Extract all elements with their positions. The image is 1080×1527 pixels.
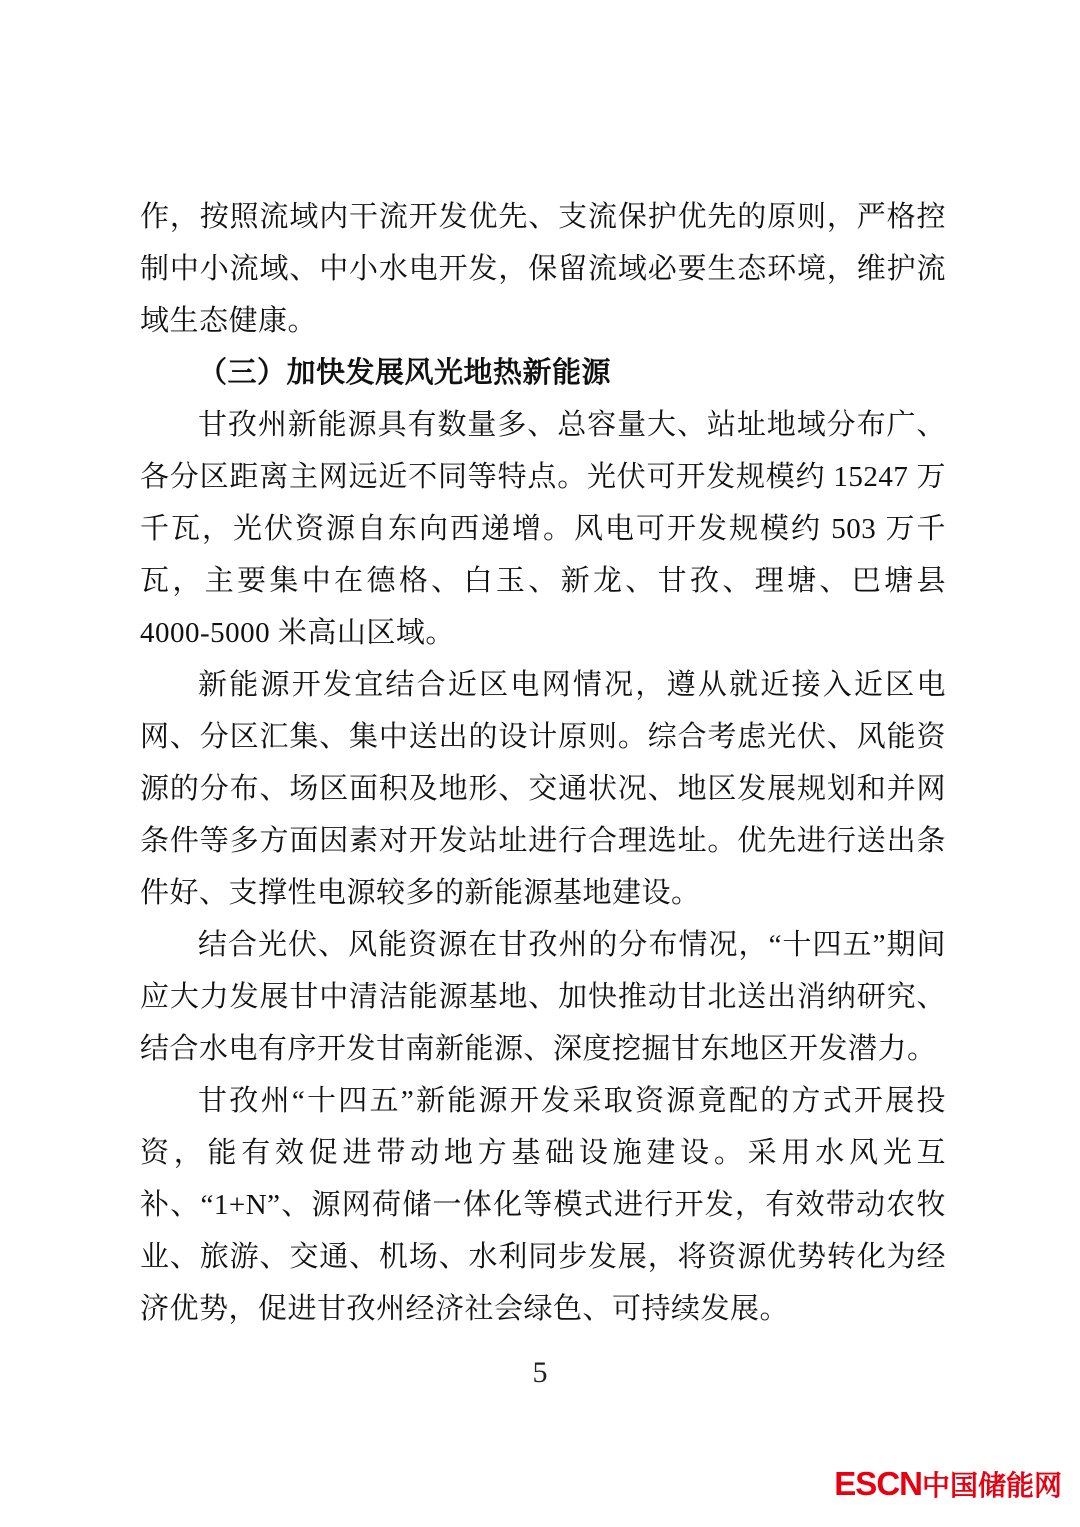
paragraph-resource-overview: 甘孜州新能源具有数量多、总容量大、站址地域分布广、各分区距离主网远近不同等特点。光伏可开发规模约 15247 万千瓦，光伏资源自东向西递增。风电可开发规模约 503 万千瓦，主要集中在德格、白玉、新龙、甘孜、理塘、巴塘县 4000-5000 米高山区域。: [140, 409, 946, 649]
escn-logo-latin: ESCN: [834, 1465, 922, 1502]
paragraph-grid-siting-principles: 新能源开发宜结合近区电网情况，遵从就近接入近区电网、分区汇集、集中送出的设计原则。综合考虑光伏、风能资源的分布、场区面积及地形、交通状况、地区发展规划和并网条件等多方面因素对开发站址进行合理选址。优先进行送出条件好、支撑性电源较多的新能源基地建设。: [140, 669, 946, 909]
paragraph-investment-model: 甘孜州“十四五”新能源开发采取资源竟配的方式开展投资，能有效促进带动地方基础设施建设。采用水风光互补、“1+N”、源网荷储一体化等模式进行开发，有效带动农牧业、旅游、交通、机场、水利同步发展，将资源优势转化为经济优势，促进甘孜州经济社会绿色、可持续发展。: [140, 1085, 946, 1325]
paragraph-hydro-continuation: 作，按照流域内干流开发优先、支流保护优先的原则，严格控制中小流域、中小水电开发，保留流域必要生态环境，维护流域生态健康。: [140, 201, 946, 337]
escn-logo: [834, 1464, 1062, 1504]
escn-logo-cjk: 中国储能网: [921, 1470, 1062, 1501]
page-number-value: 5: [532, 1356, 548, 1389]
paragraph-distribution-plan: 结合光伏、风能资源在甘孜州的分布情况，“十四五”期间应大力发展甘中清洁能源基地、加快推动甘北送出消纳研究、结合水电有序开发甘南新能源、深度挖掘甘东地区开发潜力。: [140, 929, 946, 1065]
page-number: [0, 1352, 1080, 1394]
document-body: [140, 191, 946, 1335]
section-heading-3: （三）加快发展风光地热新能源: [198, 357, 612, 389]
